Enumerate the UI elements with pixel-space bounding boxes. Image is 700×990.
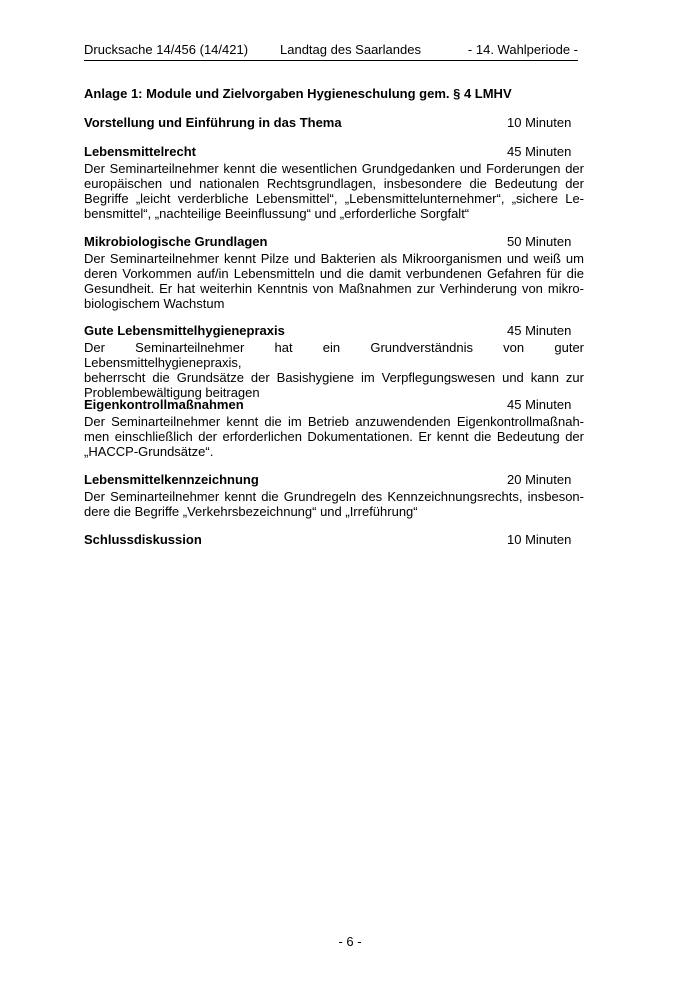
- module-title: Eigenkontrollmaßnahmen: [84, 397, 244, 412]
- module-section: [84, 397, 584, 459]
- module-section: [84, 323, 584, 400]
- module-heading: [84, 472, 584, 488]
- module-duration: 10 Minuten: [507, 532, 572, 547]
- module-title: Mikrobiologische Grundlagen: [84, 234, 268, 249]
- header-legislative-period: - 14. Wahlperiode -: [467, 42, 578, 57]
- description-line: Der Seminarteilnehmer kennt die im Betrieb anzuwendenden Eigenkontrollmaßnah-: [84, 414, 584, 429]
- module-heading: [84, 234, 584, 250]
- module-duration: 50 Minuten: [507, 234, 572, 249]
- module-duration: 10 Minuten: [507, 115, 572, 130]
- module-description: [84, 251, 584, 311]
- page-number: - 6 -: [338, 934, 362, 949]
- page-header: [84, 42, 578, 61]
- module-title: Vorstellung und Einführung in das Thema: [84, 115, 342, 130]
- document-title: Anlage 1: Module und Zielvorgaben Hygieneschulung gem. § 4 LMHV: [84, 86, 512, 101]
- module-duration: 45 Minuten: [507, 397, 572, 412]
- description-line: „HACCP-Grundsätze“.: [84, 444, 214, 459]
- module-title: Lebensmittelkennzeichnung: [84, 472, 259, 487]
- module-title: Schlussdiskussion: [84, 532, 202, 547]
- module-section: [84, 234, 584, 311]
- description-line: beherrscht die Grundsätze der Basishygiene im Verpflegungswesen und kann zur: [84, 370, 584, 385]
- module-heading: [84, 397, 584, 413]
- module-heading: [84, 115, 584, 131]
- module-section: [84, 115, 584, 131]
- module-section: [84, 532, 584, 548]
- module-description: [84, 161, 584, 221]
- module-description: [84, 489, 584, 519]
- module-heading: [84, 532, 584, 548]
- module-description: [84, 340, 584, 400]
- header-parliament: Landtag des Saarlandes: [280, 42, 421, 57]
- description-line: Gesundheit. Er hat weiterhin Kenntnis von Maßnahmen zur Verhinderung von mikro-: [84, 281, 584, 296]
- header-document-number: Drucksache 14/456 (14/421): [84, 42, 249, 57]
- module-heading: [84, 323, 584, 339]
- description-line: Problembewältigung beitragen: [84, 385, 260, 400]
- description-line: Begriffe „leicht verderbliche Lebensmittel“, „Lebensmittelunternehmer“, „sichere Le-: [84, 191, 584, 206]
- module-heading: [84, 144, 584, 160]
- description-line: Der Seminarteilnehmer kennt Pilze und Bakterien als Mikroorganismen und weiß um: [84, 251, 584, 266]
- module-section: [84, 144, 584, 221]
- description-line: bensmittel“, „nachteilige Beeinflussung“ und „erforderliche Sorgfalt“: [84, 206, 470, 221]
- description-line: men einschließlich der erforderlichen Dokumentationen. Er kennt die Bedeutung der: [84, 429, 584, 444]
- module-section: [84, 472, 584, 519]
- description-line: Der Seminarteilnehmer kennt die wesentlichen Grundgedanken und Forderungen der: [84, 161, 584, 176]
- description-line: dere die Begriffe „Verkehrsbezeichnung“ und „Irreführung“: [84, 504, 418, 519]
- module-duration: 45 Minuten: [507, 323, 572, 338]
- module-description: [84, 414, 584, 459]
- description-line: Der Seminarteilnehmer hat ein Grundverständnis von guter Lebensmittelhygienepraxis,: [84, 340, 584, 370]
- module-duration: 20 Minuten: [507, 472, 572, 487]
- description-line: biologischem Wachstum: [84, 296, 225, 311]
- module-title: Lebensmittelrecht: [84, 144, 196, 159]
- description-line: deren Vorkommen auf/in Lebensmitteln und die damit verbundenen Gefahren für die: [84, 266, 584, 281]
- module-duration: 45 Minuten: [507, 144, 572, 159]
- description-line: Der Seminarteilnehmer kennt die Grundregeln des Kennzeichnungsrechts, insbeson-: [84, 489, 584, 504]
- module-title: Gute Lebensmittelhygienepraxis: [84, 323, 285, 338]
- description-line: europäischen und nationalen Rechtsgrundlagen, insbesondere die Bedeutung der: [84, 176, 584, 191]
